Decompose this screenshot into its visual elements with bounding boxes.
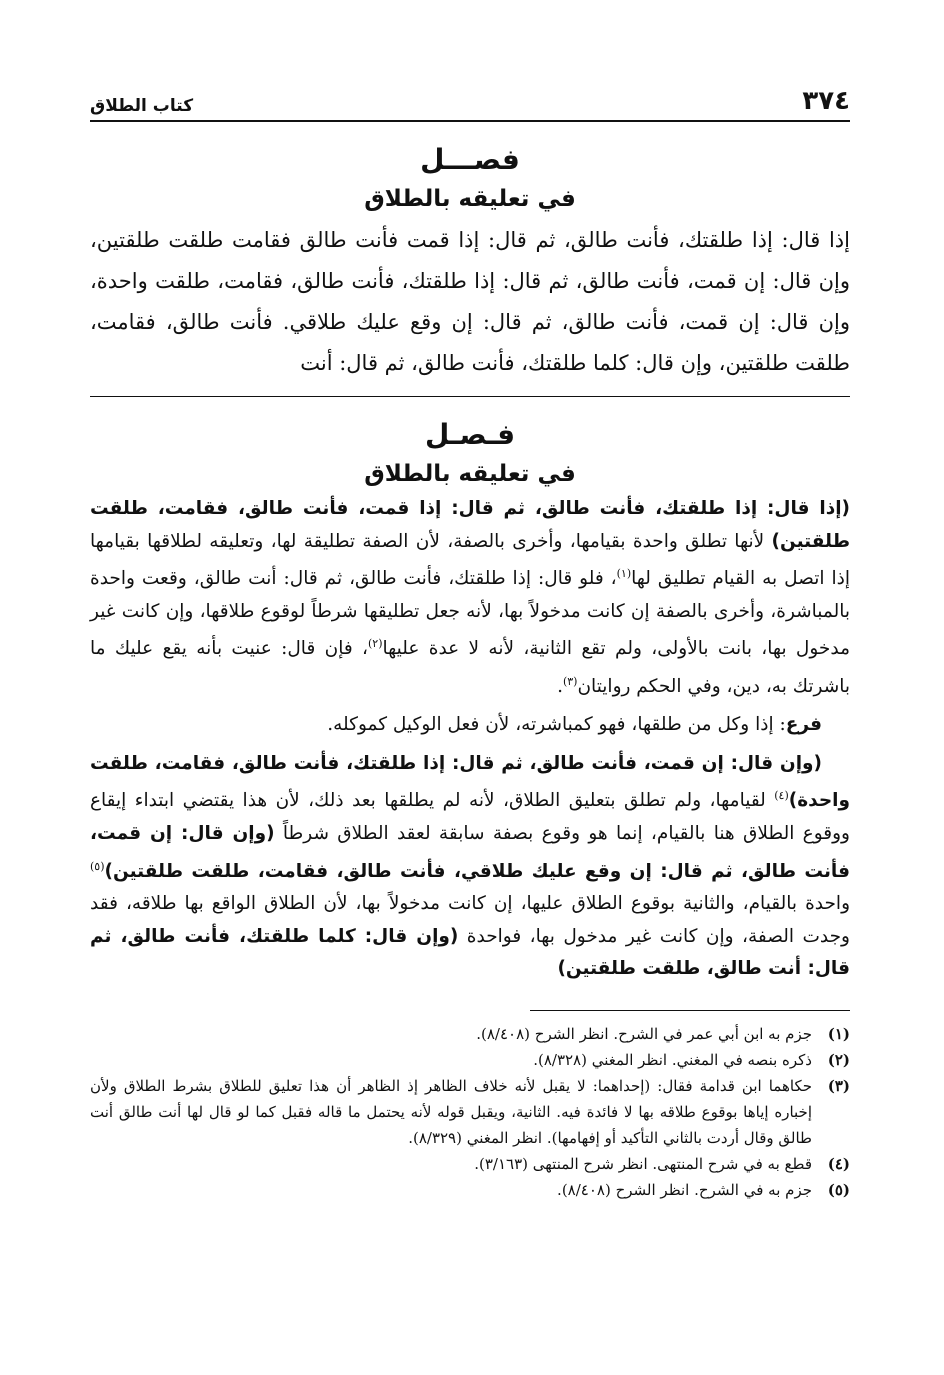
- commentary-text: ، فإن قال: عنيت بأنه يقع عليك ما باشرتك به، دين، وفي الحكم روايتان: [90, 638, 850, 697]
- footnote-number: (١): [827, 1024, 850, 1043]
- section-heading: فصـــل: [420, 143, 520, 176]
- footnote-text: قطع به في شرح المنتهى. انظر شرح المنتهى (٣/١٦٣).: [474, 1154, 812, 1173]
- commentary-text: : إذا وكل من طلقها، فهو كمباشرته، لأن فعل الوكيل كموكله.: [327, 714, 786, 736]
- footnote-text: حكاهما ابن قدامة فقال: (إحداهما: لا يقبل لأنه خلاف الظاهر إذ الظاهر أن هذا تعليق للطلاق بشرط الطلاق ولأن إخباره إياها بوقوع طلاقه بها لا فائدة فيه. الثانية، ويقبل قوله لأنه يحتمل ما قاله فقبل كما لو قال لها أنت طالق أنت طالق وقال أردت بالثاني التأكيد أو إفهامها). انظر المغني (٨/٣٢٩).: [90, 1076, 812, 1147]
- footnote-number: (٤): [827, 1154, 850, 1173]
- footnote-item: [90, 1021, 850, 1047]
- commentary-text: واحدة بالقيام، والثانية بوقوع الطلاق عليها، إن كانت مدخولاً بها، لأن الطلاق الواقع بها طلاقه، فقد وجدت الصفة، وإن كانت غير مدخول بها، فواحدة: [90, 893, 850, 947]
- footnote-ref[interactable]: (٢): [368, 637, 383, 651]
- footnote-item: [90, 1047, 850, 1073]
- commentary-text: ، فلو قال: إذا طلقتك، فأنت طالق، ثم قال: أنت طالق، وقعت واحدة بالمباشرة، وأخرى بالصفة إن كانت مدخولاً بها، لأنه جعل تطليقها شرطاً لوقوع طلاقها، وإن كانت غير مدخول بها، بانت بالأولى، ولم تقع الثانية، لأنه لا عدة عليها: [90, 568, 850, 660]
- footnote-number: (٣): [827, 1076, 850, 1095]
- section-divider: [90, 396, 850, 397]
- commentary-text: لقيامها، ولم تطلق بتعليق الطلاق، لأنه لم يطلقها بعد ذلك، لأن هذا يقتضي ابتداء إيقاع ووقوع الطلاق هنا بالقيام، إنما هو وقوع بصفة سابقة لعقد الطلاق شرطاً: [90, 790, 850, 845]
- quoted-matn: (وإن قال: كلما طلقتك، فأنت طالق، ثم قال: أنت طالق، طلقت طلقتين): [90, 925, 850, 980]
- book-page: [90, 70, 850, 1203]
- page-number: ٣٧٤: [802, 86, 850, 116]
- footnote-item: [90, 1151, 850, 1177]
- branch-paragraph: [90, 709, 850, 742]
- commentary-text: .: [557, 675, 563, 697]
- commentary-text: لأنها تطلق واحدة بقيامها، وأخرى بالصفة، لأن الصفة تطليقة لها، وتعليقه لطلاقها بقيامها إذا اتصل به القيام تطليق لها: [90, 530, 850, 590]
- page-header: [90, 70, 850, 122]
- footnote-text: ذكره بنصه في المغني. انظر المغني (٨/٣٢٨).: [533, 1050, 812, 1069]
- footnote-number: (٢): [827, 1050, 850, 1069]
- footnote-ref[interactable]: (٤): [774, 789, 789, 803]
- footnote-ref[interactable]: (٥): [90, 859, 105, 873]
- footnote-number: (٥): [827, 1180, 850, 1199]
- quoted-matn: (وإن قال: إن قمت، فأنت طالق، ثم قال: إذا طلقتك، فأنت طالق، فقامت، طلقت واحدة): [90, 752, 850, 812]
- footnote-ref[interactable]: (٣): [562, 674, 578, 688]
- running-title: كتاب الطلاق: [90, 96, 194, 116]
- matn-section: [90, 140, 850, 384]
- footnote-item: [90, 1177, 850, 1203]
- footnote-item: [90, 1073, 850, 1151]
- commentary-paragraph: [90, 493, 850, 703]
- branch-label: فرع: [785, 714, 822, 736]
- footnote-text: جزم به ابن أبي عمر في الشرح. انظر الشرح (٨/٤٠٨).: [476, 1024, 812, 1043]
- section-subheading: في تعليقه بالطلاق: [364, 461, 576, 487]
- section-heading: فـصـل: [424, 418, 516, 451]
- quoted-matn: (وإن قال: إن قمت، فأنت طالق، ثم قال: إن وقع عليك طلاقي، فأنت طالق، فقامت، طلقت طلقتين): [90, 823, 850, 882]
- footnote-separator: [530, 1010, 850, 1011]
- footnote-text: جزم به في الشرح. انظر الشرح (٨/٤٠٨).: [557, 1180, 812, 1199]
- matn-text: إذا قال: إذا طلقتك، فأنت طالق، ثم قال: إذا قمت فأنت طالق فقامت طلقت طلقتين، وإن قال: إن قمت، فأنت طالق، ثم قال: إذا طلقتك، فأنت طالق، فقامت، طلقت واحدة، وإن قال: إن قمت، فأنت طالق، ثم قال: إن وقع عليك طلاقي. فأنت طالق، فقامت، طلقت طلقتين، وإن قال: كلما طلقتك، فأنت طالق، ثم قال: أنت: [90, 228, 850, 375]
- sharh-section: [90, 415, 850, 986]
- footnotes: [90, 1021, 850, 1203]
- section-subheading: في تعليقه بالطلاق: [364, 186, 576, 212]
- commentary-paragraph: [90, 748, 850, 986]
- footnote-ref[interactable]: (١): [616, 567, 632, 580]
- quoted-matn: (إذا قال: إذا طلقتك، فأنت طالق، ثم قال: إذا قمت، فأنت طالق، فقامت، طلقت طلقتين): [90, 498, 850, 552]
